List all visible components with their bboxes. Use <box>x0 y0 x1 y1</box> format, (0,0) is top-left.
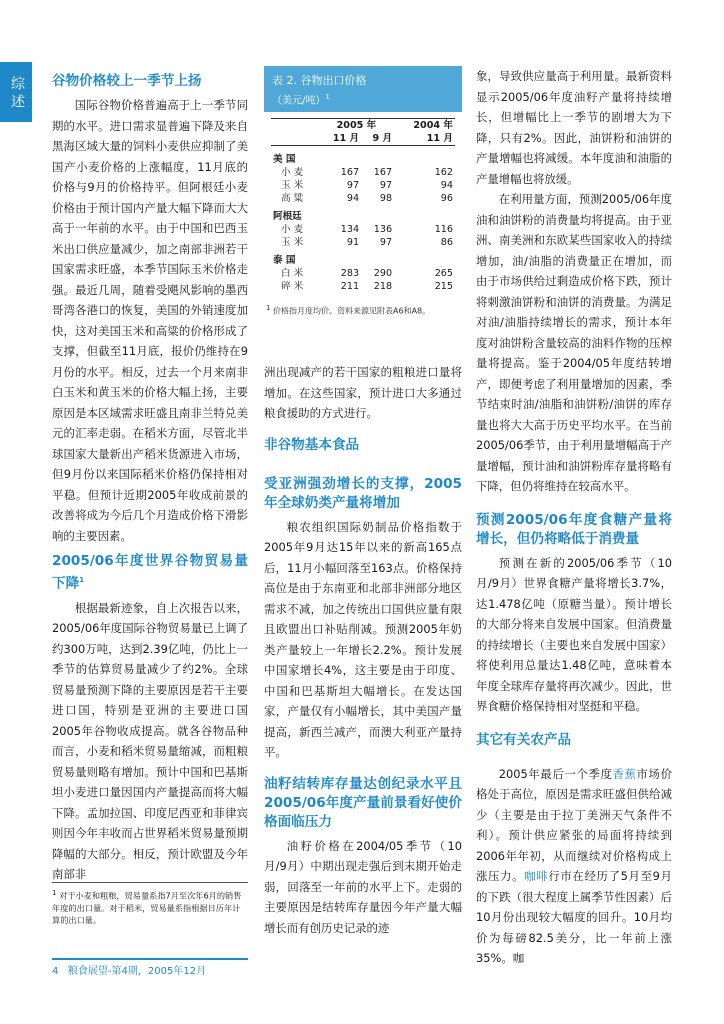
heading-grain-trade <box>52 552 248 594</box>
table-country-row <box>271 148 455 166</box>
paragraph-oilseeds: 油籽价格在2004/05季节（10月/9月）中期出现走强后到末期开始走弱，回落至一年前的水平上下。走弱的主要原因是结转库存量因今年产量大幅增长而有创历史记录的迹 <box>264 838 462 935</box>
table-header <box>264 66 462 112</box>
year-a: 2005 年 <box>336 120 377 131</box>
paragraph-dairy: 粮农组织国际奶制品价格指数于2005年9月达15年以来的新高165点后，11月小幅回落至163点。价格保持高位是由于东南亚和北部非洲部分地区需求不减，加之传统出口国供应量有限且欧盟出口补贴削减。预测2005年奶类产量较上一年增长2.2%。预计发展中国家增长4%，这主要是由于印度、中国和巴基斯坦大幅增长。在发达国家，产量仅有小幅增长，其中美国产量提高，新西兰减产，而澳大利亚产量持平。 <box>264 519 462 759</box>
paragraph-oil-use: 在利用量方面，预测2005/06年度油和油饼粉的消费量均将提高。由于亚洲、南美洲和东欧某些国家收入的持续增加，油/油脂的消费量正在增加，而由于市场供给过剩造成价格下跌，预计将刺激油饼粉和油饼的消费量。为满足对油/油脂持续增长的需求，预计本年度对油饼粉含量较高的油料作物的压榨量将提高。鉴于2004/05年度结转增产，即便考虑了利用量增加的因素，季节结束时油/油脂和油饼粉/油饼的库存量也将大大高于历史平均水平。在当前2005/06季节，由于利用量增幅高于产量增幅，预计油和油饼粉库存量将略有下降，但仍将维持在较高水平。 <box>476 192 672 493</box>
price-table-box <box>264 66 462 356</box>
price-cell: 94 <box>440 180 453 191</box>
heading-grain-prices: 谷物价格较上一季节上扬 <box>52 73 202 89</box>
commodity-name: 碎 米 <box>281 281 304 292</box>
price-cell: 283 <box>340 268 360 279</box>
heading-sugar: 预测2005/06年度食糖产量将增长，但仍将略低于消费量 <box>476 511 672 547</box>
page-footer <box>52 962 206 977</box>
month-1: 11 月 <box>332 133 360 144</box>
price-cell: 97 <box>379 180 393 191</box>
heading-grain-trade-text: 2005/06年度世界谷物贸易量下降 <box>52 553 248 592</box>
footnote-ref[interactable]: 1 <box>79 576 85 584</box>
paragraph-other <box>476 764 672 969</box>
price-cell: 94 <box>346 193 360 204</box>
commodity-name: 白 米 <box>281 268 304 279</box>
table-note-text: 价格指月度均价。资料来源见附表A6和A8。 <box>273 306 431 316</box>
table-row <box>271 166 455 179</box>
table-row <box>271 179 455 192</box>
table-note-mark: 1 <box>266 304 271 312</box>
table-body <box>271 148 455 293</box>
column-1 <box>52 66 248 885</box>
paragraph-oil-supply: 象，导致供应量高于利用量。最新资料显示2005/06年度油籽产量将持续增长，但增幅比上一季节的剧增大为下降，只有2%。因此，油饼粉和油饼的产量增幅也将减缓。本年度油和油脂的产量增幅也将放缓。 <box>476 69 672 186</box>
commodity-name: 小 麦 <box>281 167 304 178</box>
section-label: 综述 <box>9 76 25 112</box>
price-cell: 134 <box>340 224 360 235</box>
price-cell: 265 <box>434 268 453 279</box>
table-note <box>266 303 462 317</box>
table-title: 表 2. 谷物出口价格 <box>272 74 367 87</box>
heading-other: 其它有关农产品 <box>476 731 572 748</box>
heading-non-grain: 非谷物基本食品 <box>264 436 360 453</box>
price-cell: 86 <box>440 237 453 248</box>
table-row <box>271 236 455 249</box>
commodity-name: 玉 米 <box>281 180 304 191</box>
price-cell: 116 <box>434 224 453 235</box>
footer-divider <box>52 958 248 960</box>
page-number: 4 <box>52 966 59 977</box>
table-subtitle-line <box>272 89 454 109</box>
price-cell: 211 <box>340 281 360 292</box>
price-table <box>271 118 455 293</box>
paragraph-grain-prices: 国际谷物价格普遍高于上一季节同期的水平。进口需求显普遍下降及来自黑海区域大量的饲料小麦供应抑制了美国产小麦价格的上涨幅度，11月底的价格与9月的价格持平。但阿根廷小麦价格由于预计国内产量大幅下降而大大高于一年前的水平。由于中国和巴西玉米出口供应量减少，加之南部非洲若干国家需求旺盛，本季节国际玉米价格走强。最近几周，随着受飓风影响的墨西哥湾各港口的恢复，美国的外销速度加快，这对美国玉米和高粱的价格形成了支撑，但截至11月底，报价仍维持在9月份的水平。相反，过去一个月来南非白玉米和黄玉米的价格大幅上扬，主要原因是本区域需求旺盛且南非兰特兑美元的汇率走弱。在稻米方面，尽管北半球国家大量新出产稻米货源进入市场，但9月份以来国际稻米价格仍保持相对平稳。但预计近期2005年收成前景的改善将成为今后几个月造成价格下滑影响的主要因素。 <box>52 98 248 543</box>
month-3: 11 月 <box>426 133 453 144</box>
commodity-name: 玉 米 <box>281 237 304 248</box>
month-2: 9 月 <box>372 133 393 144</box>
footnote-mark: 1 <box>52 889 57 897</box>
heading-dairy: 受亚洲强劲增长的支撑，2005年全球奶类产量将增加 <box>264 475 462 511</box>
footnote <box>52 882 248 926</box>
table-row <box>271 192 455 205</box>
table-row <box>271 267 455 280</box>
price-cell: 218 <box>373 281 393 292</box>
price-cell: 97 <box>346 180 360 191</box>
price-cell: 96 <box>440 193 453 204</box>
publication-title: 粮食展望-第4期，2005年12月 <box>67 966 207 977</box>
country-name: 泰 国 <box>273 255 296 266</box>
year-b: 2004 年 <box>413 120 453 131</box>
price-cell: 167 <box>373 167 393 178</box>
column-2 <box>264 362 462 938</box>
table-subtitle: （美元/吨） <box>272 95 326 107</box>
table-row <box>271 280 455 293</box>
table-country-row <box>271 205 455 223</box>
table-sup: 1 <box>325 93 330 101</box>
commodity-name: 小 麦 <box>281 224 304 235</box>
paragraph-coarse-grain: 洲出现减产的若干国家的粗粮进口量将增加。在这些国家，预计进口大多通过粮食援助的方式进行。 <box>264 365 462 420</box>
column-3 <box>476 66 672 969</box>
heading-oilseeds: 油籽结转库存量达创纪录水平且2005/06年度产量前景看好使价格面临压力 <box>264 775 462 830</box>
price-cell: 91 <box>346 237 360 248</box>
price-cell: 215 <box>434 281 453 292</box>
table-country-row <box>271 249 455 267</box>
commodity-name: 高 粱 <box>281 193 304 204</box>
price-cell: 98 <box>379 193 393 204</box>
price-cell: 290 <box>373 268 393 279</box>
other-text-a: 2005年最后一个季度 <box>498 766 613 781</box>
price-cell: 136 <box>373 224 393 235</box>
paragraph-sugar: 预测在新的2005/06季节（10月/9月）世界食糖产量将增长3.7%，达1.478亿吨（原糖当量）。预计增长的大部分将来自发展中国家。但消费量的持续增长（主要也来自发展中国家）将使利用总量达1.48亿吨，意味着本年度全球库存量将再次减少。因此，世界食糖价格保持相对坚挺和平稳。 <box>476 555 672 713</box>
paragraph-grain-trade: 根据最新迹象，自上次报告以来，2005/06年度国际谷物贸易量已上调了约300万吨，达到2.39亿吨，仍比上一季节的估算贸易量减少了约2%。全球贸易量预测下降的主要原因是若干主要进口国，特别是亚洲的主要进口国2005年谷物收成提高。就各谷物品种而言，小麦和稻米贸易量缩减，而粗粮贸易量则略有增加。预计中国和巴基斯坦小麦进口量因国内产量提高而将大幅下降。孟加拉国、印度尼西亚和菲律宾则因今年丰收而占世界稻米贸易量预期降幅的大部分。相反，预计欧盟及今年南部非 <box>52 600 248 882</box>
price-cell: 162 <box>434 167 453 178</box>
banana-link[interactable]: 香蕉 <box>612 766 637 781</box>
other-text-b: 市场价格处于高位，原因是需求旺盛但供给减少（主要是由于拉丁美洲天气条件不利）。预计供应紧张的局面将持续到2006年年初，从而继续对价格构成上涨压力。 <box>476 766 672 883</box>
footnote-text: 对于小麦和粗粮，贸易量系指7月至次年6月的销售年度的出口量。对于稻米，贸易量系指根据日历年计算的出口量。 <box>52 890 242 925</box>
other-text-c: 行市在经历了5月至9月的下跌（很大程度上属季节性因素）后10月份出现较大幅度的回升。10月均价为每磅82.5美分，比一年前上涨35%。咖 <box>476 869 672 965</box>
country-name: 阿根廷 <box>273 211 302 222</box>
table-month-row <box>271 132 455 146</box>
table-year-row <box>271 119 455 133</box>
country-name: 美 国 <box>273 154 296 165</box>
table-row <box>271 223 455 236</box>
price-cell: 97 <box>379 237 393 248</box>
coffee-link[interactable]: 咖啡 <box>524 869 549 883</box>
price-cell: 167 <box>340 167 360 178</box>
